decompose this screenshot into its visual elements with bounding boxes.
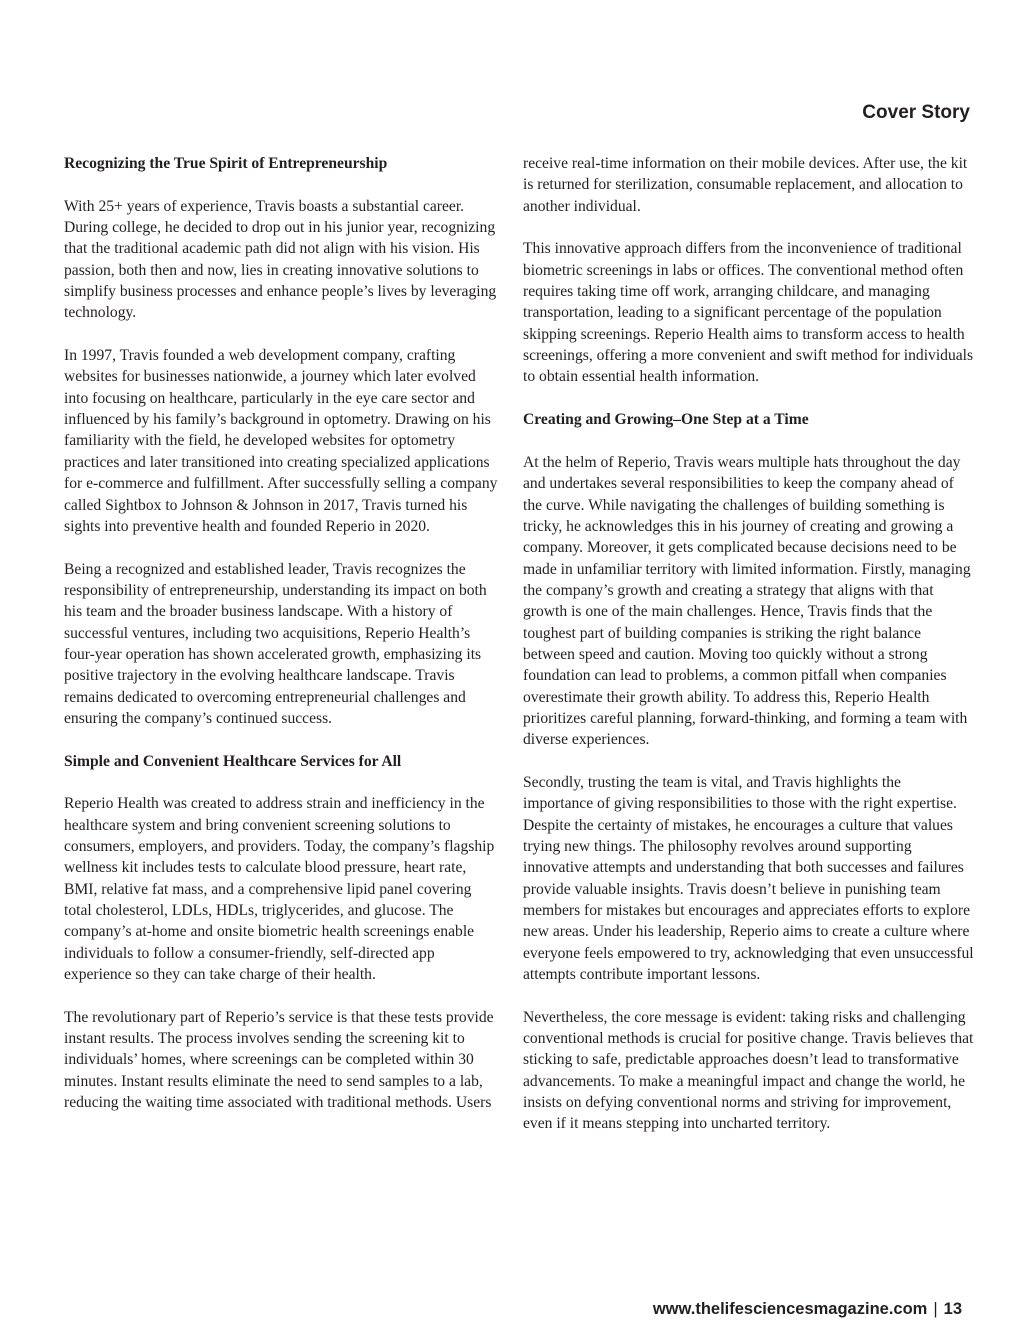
body-paragraph: The revolutionary part of Reperio’s service is that these tests provide instant results. The process involves sending the screening kit to individuals’ homes, where screenings can be completed within 30 minutes. Instant results eliminate the need to send samples to a lab, reducing the waiting time associated with traditional methods. Users <box>64 1008 494 1112</box>
section-heading: Recognizing the True Spirit of Entrepreneurship <box>64 155 388 172</box>
website-link[interactable]: www.thelifesciencesmagazine.com <box>652 1300 928 1318</box>
footer-separator: | <box>933 1300 938 1318</box>
section-heading: Creating and Growing–One Step at a Time <box>523 411 809 429</box>
section-heading: Simple and Convenient Healthcare Services for All <box>64 752 402 770</box>
left-column <box>64 153 500 1135</box>
body-paragraph: With 25+ years of experience, Travis boasts a substantial career. During college, he decided to drop out in his junior year, recognizing that the traditional academic path did not align with his vision. His passion, both then and now, lies in creating innovative solutions to simplify business processes and enhance people’s lives by leveraging technology. <box>64 197 497 322</box>
body-paragraph: In 1997, Travis founded a web development company, crafting websites for businesses nationwide, a journey which later evolved into focusing on healthcare, particularly in the eye care sector and influenced by his family’s background in optometry. Drawing on his familiarity with the field, he developed websites for optometry practices and later transitioned into creating specialized applications for e-commerce and fulfillment. After successfully selling a company called Sightbox to Johnson & Johnson in 2017, Travis turned his sights into preventive health and founded Reperio in 2020. <box>64 347 498 535</box>
body-paragraph: Being a recognized and established leader, Travis recognizes the responsibility of entrepreneurship, understanding its impact on both his team and the broader business landscape. With a history of successful ventures, including two acquisitions, Reperio Health’s four-year operation has shown accelerated growth, emphasizing its positive trajectory in the evolving healthcare landscape. Travis remains dedicated to overcoming entrepreneurial challenges and ensuring the company’s continued success. <box>64 560 487 727</box>
body-paragraph: Secondly, trusting the team is vital, and Travis highlights the importance of giving responsibilities to those with the right expertise. Despite the certainty of mistakes, he encourages a culture that values trying new things. The philosophy revolves around supporting innovative attempts and understanding that both successes and failures provide valuable insights. Travis doesn’t believe in punishing team members for mistakes but encourages and appreciates efforts to explore new areas. Under his leadership, Reperio aims to create a culture where everyone feels empowered to try, acknowledging that even unsuccessful attempts contribute important lessons. <box>523 773 974 984</box>
body-paragraph: Nevertheless, the core message is evident: taking risks and challenging conventional methods is crucial for positive change. Travis believes that sticking to safe, predictable approaches doesn’t lead to transformative advancements. To make a meaningful impact and change the world, he insists on defying conventional norms and striving for improvement, even if it means stepping into uncharted territory. <box>523 1008 974 1133</box>
page-footer <box>653 1300 962 1319</box>
body-paragraph: receive real-time information on their mobile devices. After use, the kit is returned for sterilization, consumable replacement, and allocation to another individual. <box>523 155 968 215</box>
section-title: Cover Story <box>862 102 970 123</box>
body-paragraph: This innovative approach differs from the inconvenience of traditional biometric screenings in labs or offices. The conventional method often requires taking time off work, arranging childcare, and managing transportation, leading to a significant percentage of the population skipping screenings. Reperio Health aims to transform access to health screenings, offering a more convenient and swift method for individuals to obtain essential health information. <box>523 240 974 386</box>
right-column <box>523 153 975 1156</box>
page-number: 13 <box>943 1300 962 1318</box>
body-paragraph: At the helm of Reperio, Travis wears multiple hats throughout the day and undertakes several responsibilities to keep the company ahead of the curve. While navigating the challenges of building something is tricky, he acknowledges this in his journey of creating and growing a company. Moreover, it gets complicated because decisions need to be made in unfamiliar territory with limited information. Firstly, managing the company’s growth and creating a strategy that aligns with that growth is one of the main challenges. Hence, Travis finds that the toughest part of building companies is striking the right balance between speed and caution. Moving too quickly without a strong foundation can lead to problems, a common pitfall when companies overestimate their growth ability. To address this, Reperio Health prioritizes careful planning, forward-thinking, and forming a team with diverse experiences. <box>523 453 971 749</box>
body-paragraph: Reperio Health was created to address strain and inefficiency in the healthcare system and bring convenient screening solutions to consumers, employers, and providers. Today, the company’s flagship wellness kit includes tests to calculate blood pressure, heart rate, BMI, relative fat mass, and a comprehensive lipid panel covering total cholesterol, LDLs, HDLs, triglycerides, and glucose. The company’s at-home and onsite biometric health screenings enable individuals to follow a consumer-friendly, self-directed app experience so they can take charge of their health. <box>64 795 495 984</box>
